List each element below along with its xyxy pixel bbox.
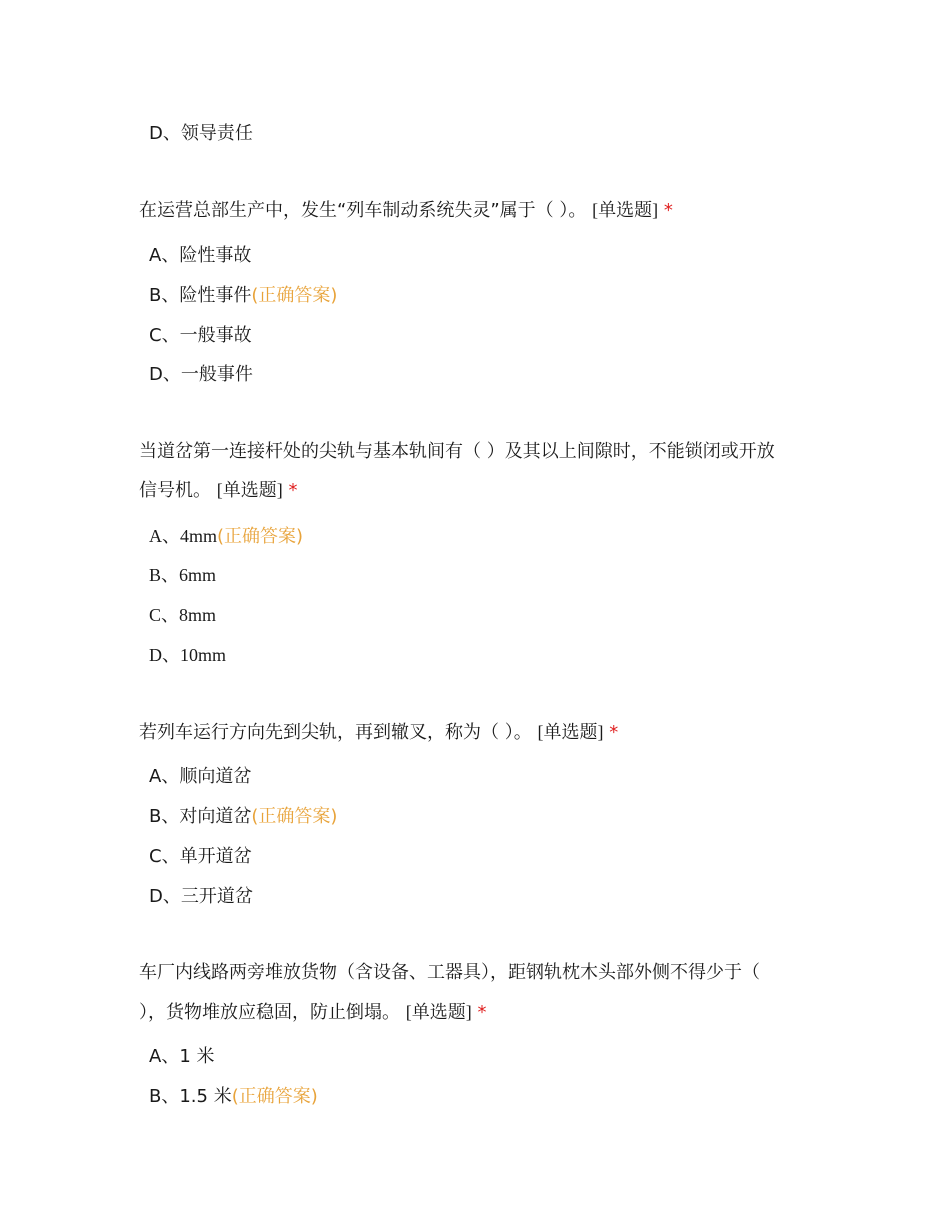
required-marker: *: [663, 200, 673, 221]
question-2-option-b[interactable]: [149, 563, 216, 587]
question-3-type: [单选题]: [537, 722, 604, 742]
option-label: C、单开道岔: [149, 846, 252, 867]
required-marker: *: [288, 480, 298, 501]
option-label: A、1 米: [149, 1046, 215, 1067]
correct-answer-marker: (正确答案): [217, 526, 304, 547]
question-2-option-c[interactable]: [149, 603, 216, 627]
option-label: A、顺向道岔: [149, 766, 252, 787]
question-2-text-line-1: 当道岔第一连接杆处的尖轨与基本轨间有（ ）及其以上间隙时，不能锁闭或开放: [139, 441, 775, 462]
question-1-type: [单选题]: [592, 200, 659, 220]
question-2-title-line-2: [139, 478, 297, 503]
question-1-option-d[interactable]: [149, 363, 253, 387]
option-label: D、10mm: [149, 645, 227, 665]
option-label: A、4mm: [149, 526, 218, 546]
option-label: A、险性事故: [149, 245, 252, 266]
question-4-text-line-2: ），货物堆放应稳固，防止倒塌。: [139, 1002, 400, 1023]
option-label: D、三开道岔: [149, 886, 253, 907]
question-2-type: [单选题]: [216, 480, 283, 500]
question-4-option-a[interactable]: [149, 1045, 215, 1069]
option-label: D、一般事件: [149, 364, 253, 385]
question-2-option-d[interactable]: [149, 643, 226, 667]
required-marker: *: [477, 1002, 487, 1023]
correct-answer-marker: (正确答案): [231, 1086, 318, 1107]
option-label: B、6mm: [149, 565, 217, 585]
question-3-option-d[interactable]: [149, 885, 253, 909]
question-2-title-line-1: [139, 440, 775, 464]
question-3-text: 若列车运行方向先到尖轨，再到辙叉，称为（ ）。: [139, 722, 532, 743]
prev-question-option-d: [149, 122, 253, 146]
question-1-text: 在运营总部生产中，发生“列车制动系统失灵”属于（ ）。: [139, 200, 587, 221]
question-4-type: [单选题]: [405, 1002, 472, 1022]
correct-answer-marker: (正确答案): [251, 806, 338, 827]
option-label: C、8mm: [149, 605, 217, 625]
option-label: B、1.5 米: [149, 1086, 232, 1107]
question-2-option-a[interactable]: [149, 524, 303, 549]
question-4-title-line-1: [139, 961, 760, 985]
question-1-option-c[interactable]: [149, 324, 252, 348]
option-label: B、险性事件: [149, 285, 252, 306]
required-marker: *: [609, 722, 619, 743]
question-1-option-b[interactable]: [149, 284, 337, 308]
option-label: C、一般事故: [149, 325, 252, 346]
question-3-option-b[interactable]: [149, 805, 337, 829]
question-3-option-c[interactable]: [149, 845, 252, 869]
question-4-option-b[interactable]: [149, 1085, 318, 1109]
question-3-title: [139, 720, 618, 745]
option-label: D、领导责任: [149, 123, 253, 144]
question-4-text-line-1: 车厂内线路两旁堆放货物（含设备、工器具），距钢轨枕木头部外侧不得少于（: [139, 962, 760, 983]
correct-answer-marker: (正确答案): [251, 285, 338, 306]
question-3-option-a[interactable]: [149, 765, 251, 789]
option-label: B、对向道岔: [149, 806, 252, 827]
question-1-option-a[interactable]: [149, 244, 251, 268]
question-4-title-line-2: [139, 1000, 486, 1025]
question-1-title: [139, 198, 673, 223]
question-2-text-line-2: 信号机。: [139, 480, 211, 501]
